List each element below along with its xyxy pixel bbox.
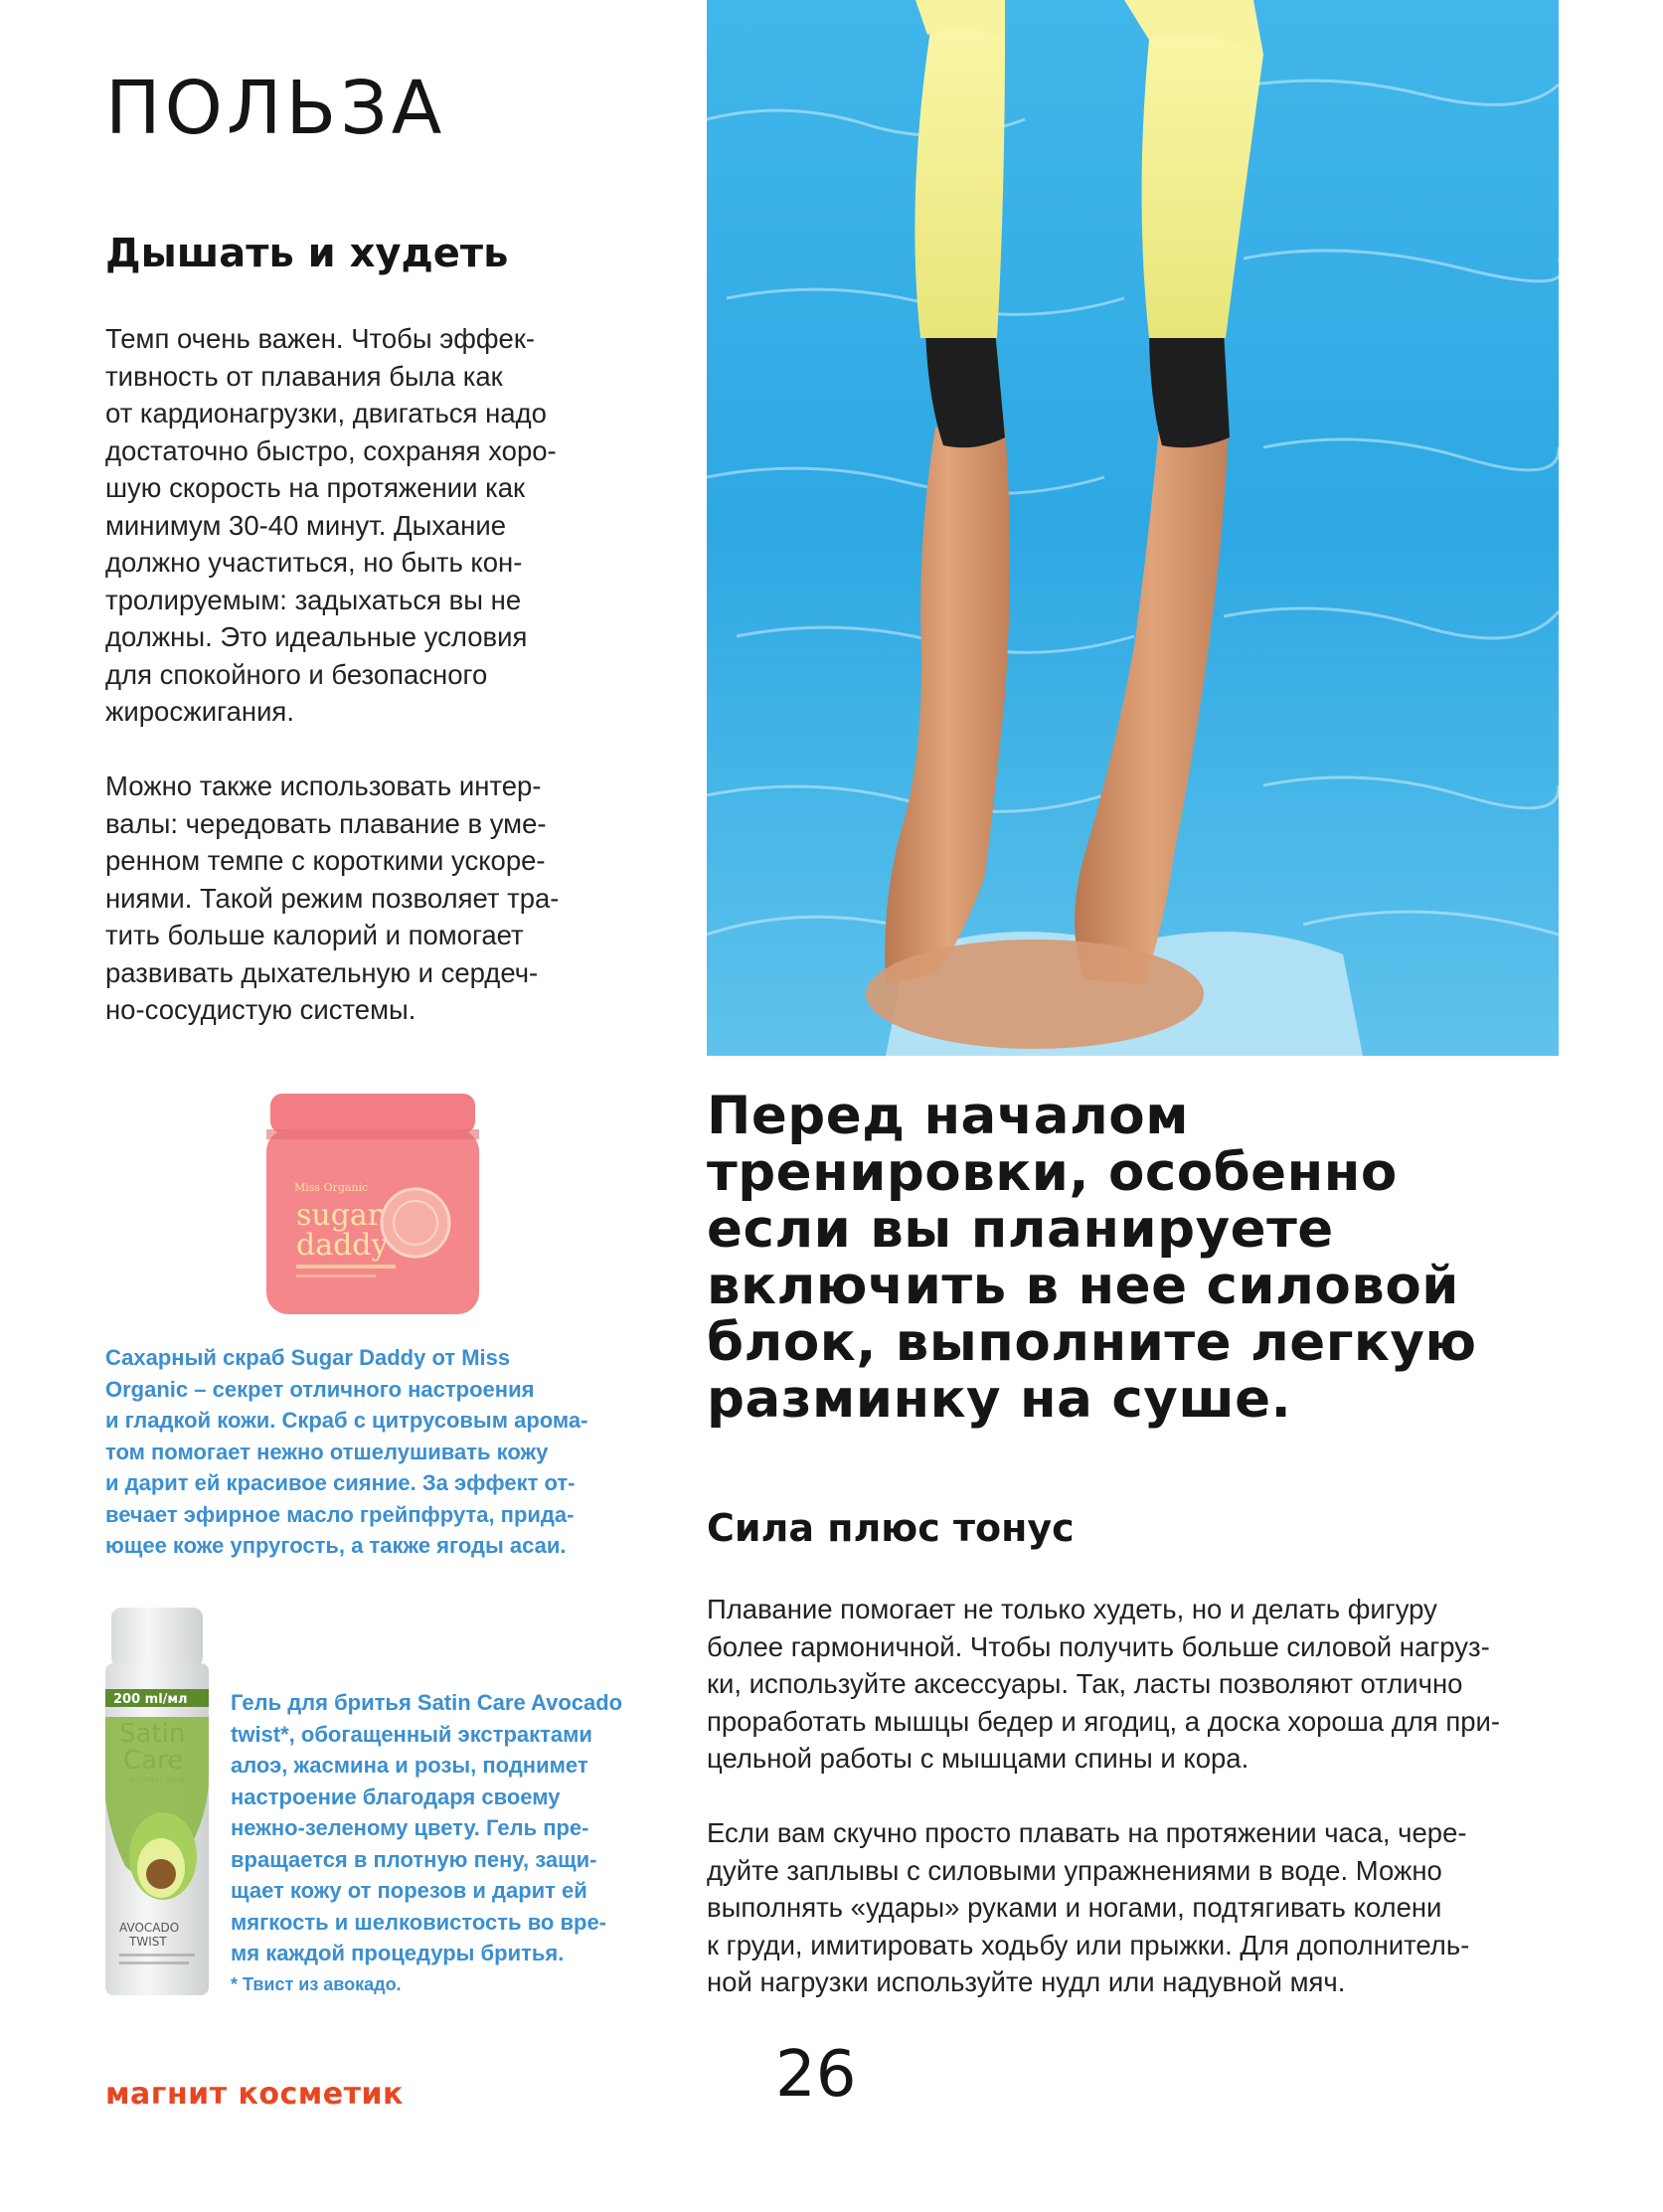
paragraph: Если вам скучно просто плавать на протяжении часа, чере- дуйте заплывы с силовыми упражнениями в воде. Можно выполнять «удары» руками и ногами, подтягивать колени к груди, имитировать ходьбу или прыжки. Для дополнитель- ной нагрузки используйте нудл или надувной мяч. <box>707 1817 1470 1997</box>
scrub-caption-text: Сахарный скраб Sugar Daddy от Miss Organic – секрет отличного настроения и гладкой кожи. Скраб с цитрусовым арома- том помогает нежно отшелушивать кожу и дарит ей красивое сияние. За эффект от- вечает эфирное масло грейпфрута, прида- ющее коже упругость, а также ягоды асаи. <box>105 1345 588 1558</box>
right-body-text <box>707 1591 1562 2001</box>
jar-label-line2: daddy <box>296 1228 389 1263</box>
left-body-text <box>105 320 632 1029</box>
gel-caption <box>231 1687 648 1999</box>
paragraph: Можно также использовать интер- валы: чередовать плавание в уме- ренном темпе с короткими ускоре- ниями. Такой режим позволяет тра- тить больше калорий и помогает развивать дыхательную и сердеч- но-сосудистую системы. <box>105 770 560 1025</box>
gel-caption-text: Гель для бритья Satin Care Avocado twist*, обогащенный экстрактами алоэ, жасмина и розы, поднимет настроение благодаря своему нежно-зеленому цвету. Гель пре- вращается в плотную пену, защи- щает кожу от порезов и дарит ей мягкость и шелковистость во вре- мя каждой процедуры бритья. <box>231 1690 623 1965</box>
gel-footnote: * Твист из авокадо. <box>231 1973 402 1994</box>
paragraph: Темп очень важен. Чтобы эффек- тивность от плавания была как от кардионагрузки, двигаться надо достаточно быстро, сохраняя хоро- шую скорость на протяжении как минимум 30-40 минут. Дыхание должно участиться, но быть кон- тролируемым: задыхаться вы не должны. Это идеальные условия для спокойного и безопасного жиросжигания. <box>105 323 557 727</box>
section-title: ПОЛЬЗА <box>105 66 446 151</box>
swimmer-legs-photo <box>707 0 1559 1056</box>
brand-logo: магнит косметик <box>105 2077 404 2112</box>
can-label-variant-2: TWIST <box>129 1935 167 1949</box>
jar-label-brand: Miss Organic <box>294 1181 369 1194</box>
heading-breathe: Дышать и худеть <box>105 231 509 276</box>
page-number: 26 <box>775 2038 857 2112</box>
shaving-gel-can-image <box>105 1608 209 1995</box>
scrub-caption <box>105 1342 637 1562</box>
heading-strength-tone: Сила плюс тонус <box>707 1506 1075 1550</box>
pull-quote: Перед началом тренировки, особенно если вы планируете включить в нее силовой блок, выполните легкую разминку на суше. <box>707 1086 1477 1430</box>
paragraph: Плавание помогает не только худеть, но и делать фигуру более гармоничной. Чтобы получить больше силовой нагруз- ки, используйте аксессуары. Так, ласты позволяют отлично проработать мышцы бедер и ягодиц, а доска хороша для при- цельной работы с мышцами спины и кора. <box>707 1594 1501 1774</box>
jar-product-image <box>266 1094 479 1314</box>
jar-label-line1: sugar <box>296 1198 383 1233</box>
can-label-volume: 200 ml/мл <box>113 1692 188 1707</box>
can-label-variant-1: AVOCADO <box>119 1921 180 1935</box>
